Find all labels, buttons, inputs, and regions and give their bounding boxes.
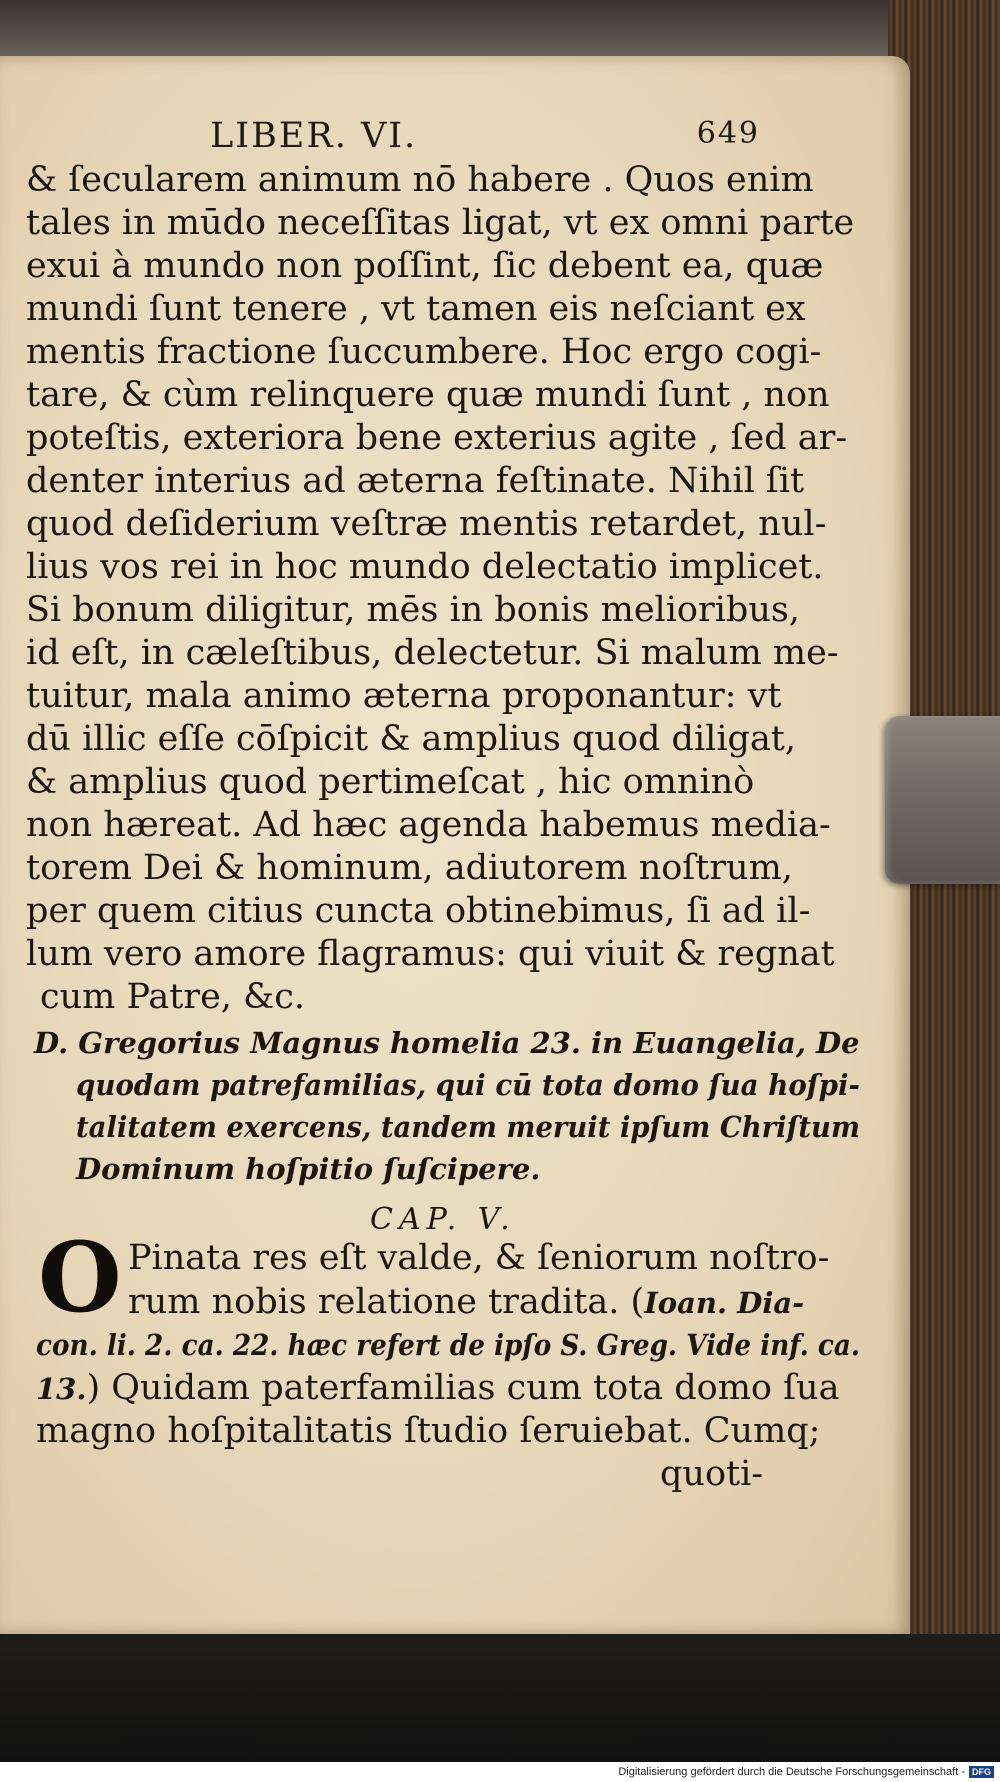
text-line: [128, 1282, 804, 1322]
chapter-heading: CAP. V.: [370, 1202, 516, 1237]
text-line: lum vero amore flagramus: qui viuit & regnat: [26, 934, 835, 974]
text-line: torem Dei & hominum, adiutorem noſtrum,: [26, 848, 793, 888]
text-line: & amplius quod pertimeſcat , hic omninò: [26, 762, 755, 802]
text-line: magno hoſpitalitatis ſtudio ſeruiebat. Cumq;: [36, 1411, 821, 1451]
text-segment: ) Quidam paterfamilias cum tota domo ſua: [86, 1368, 840, 1408]
text-line: quod deſiderium veſtræ mentis retardet, nul-: [26, 504, 827, 544]
rubric-line: quodam patrefamilias, qui cū tota domo ſua hoſpi-: [76, 1068, 861, 1102]
rubric-line: Dominum hoſpitio ſuſcipere.: [76, 1152, 541, 1186]
text-line: dū illic eſſe cōſpicit & amplius quod diligat,: [26, 719, 796, 759]
footer-credit: Digitalisierung gefördert durch die Deutsche Forschungsgemeinschaft -: [618, 1766, 965, 1778]
text-line: Si bonum diligitur, mēs in bonis melioribus,: [26, 590, 800, 630]
text-line: tales in mūdo neceſſitas ligat, vt ex omni parte: [26, 203, 855, 243]
book-clasp: [885, 716, 1000, 884]
citation-segment: 13.: [36, 1372, 87, 1406]
citation-segment: Ioan. Dia-: [644, 1286, 805, 1320]
text-line: mentis fractione ſuccumbere. Hoc ergo cogi-: [26, 332, 822, 372]
digitization-footer: [0, 1762, 1000, 1782]
background-dark: [0, 1634, 1000, 1762]
text-line: cum Patre, &c.: [40, 977, 305, 1017]
text-line: Pinata res eſt valde, & ſeniorum noſtro-: [128, 1238, 830, 1278]
drop-cap: O: [38, 1221, 122, 1334]
dfg-logo: DFG: [969, 1766, 994, 1778]
page-number: 649: [696, 116, 760, 151]
text-line: & ſecularem animum nō habere . Quos enim: [26, 160, 814, 200]
running-title: LIBER. VI.: [210, 116, 418, 156]
text-line: [36, 1368, 839, 1408]
text-line: id eſt, in cæleſtibus, delectetur. Si malum me-: [26, 633, 839, 673]
text-segment: rum nobis relatione tradita. (: [128, 1282, 645, 1322]
text-line: tuitur, mala animo æterna proponantur: vt: [26, 676, 782, 716]
rubric-line: D. Gregorius Magnus homelia 23. in Euangelia, De: [34, 1026, 860, 1060]
catchword: quoti-: [660, 1454, 764, 1494]
text-line: lius vos rei in hoc mundo delectatio implicet.: [26, 547, 824, 587]
text-line: exui à mundo non poſſint, ſic debent ea, quæ: [26, 246, 824, 286]
text-line: non hæreat. Ad hæc agenda habemus media-: [26, 805, 831, 845]
text-line: tare, & cùm relinquere quæ mundi ſunt , non: [26, 375, 830, 415]
rubric-line: talitatem exercens, tandem meruit ipſum Chriſtum: [76, 1110, 860, 1144]
text-line: mundi ſunt tenere , vt tamen eis neſciant ex: [26, 289, 806, 329]
text-line: poteſtis, exteriora bene exterius agite , ſed ar-: [26, 418, 848, 458]
text-line: denter interius ad æterna feſtinate. Nihil ſit: [26, 461, 805, 501]
running-header: [200, 116, 760, 166]
citation-line: con. li. 2. ca. 22. hæc refert de ipſo S. Greg. Vide inf. ca.: [36, 1328, 861, 1362]
text-line: per quem citius cuncta obtinebimus, ſi ad il-: [26, 891, 811, 931]
